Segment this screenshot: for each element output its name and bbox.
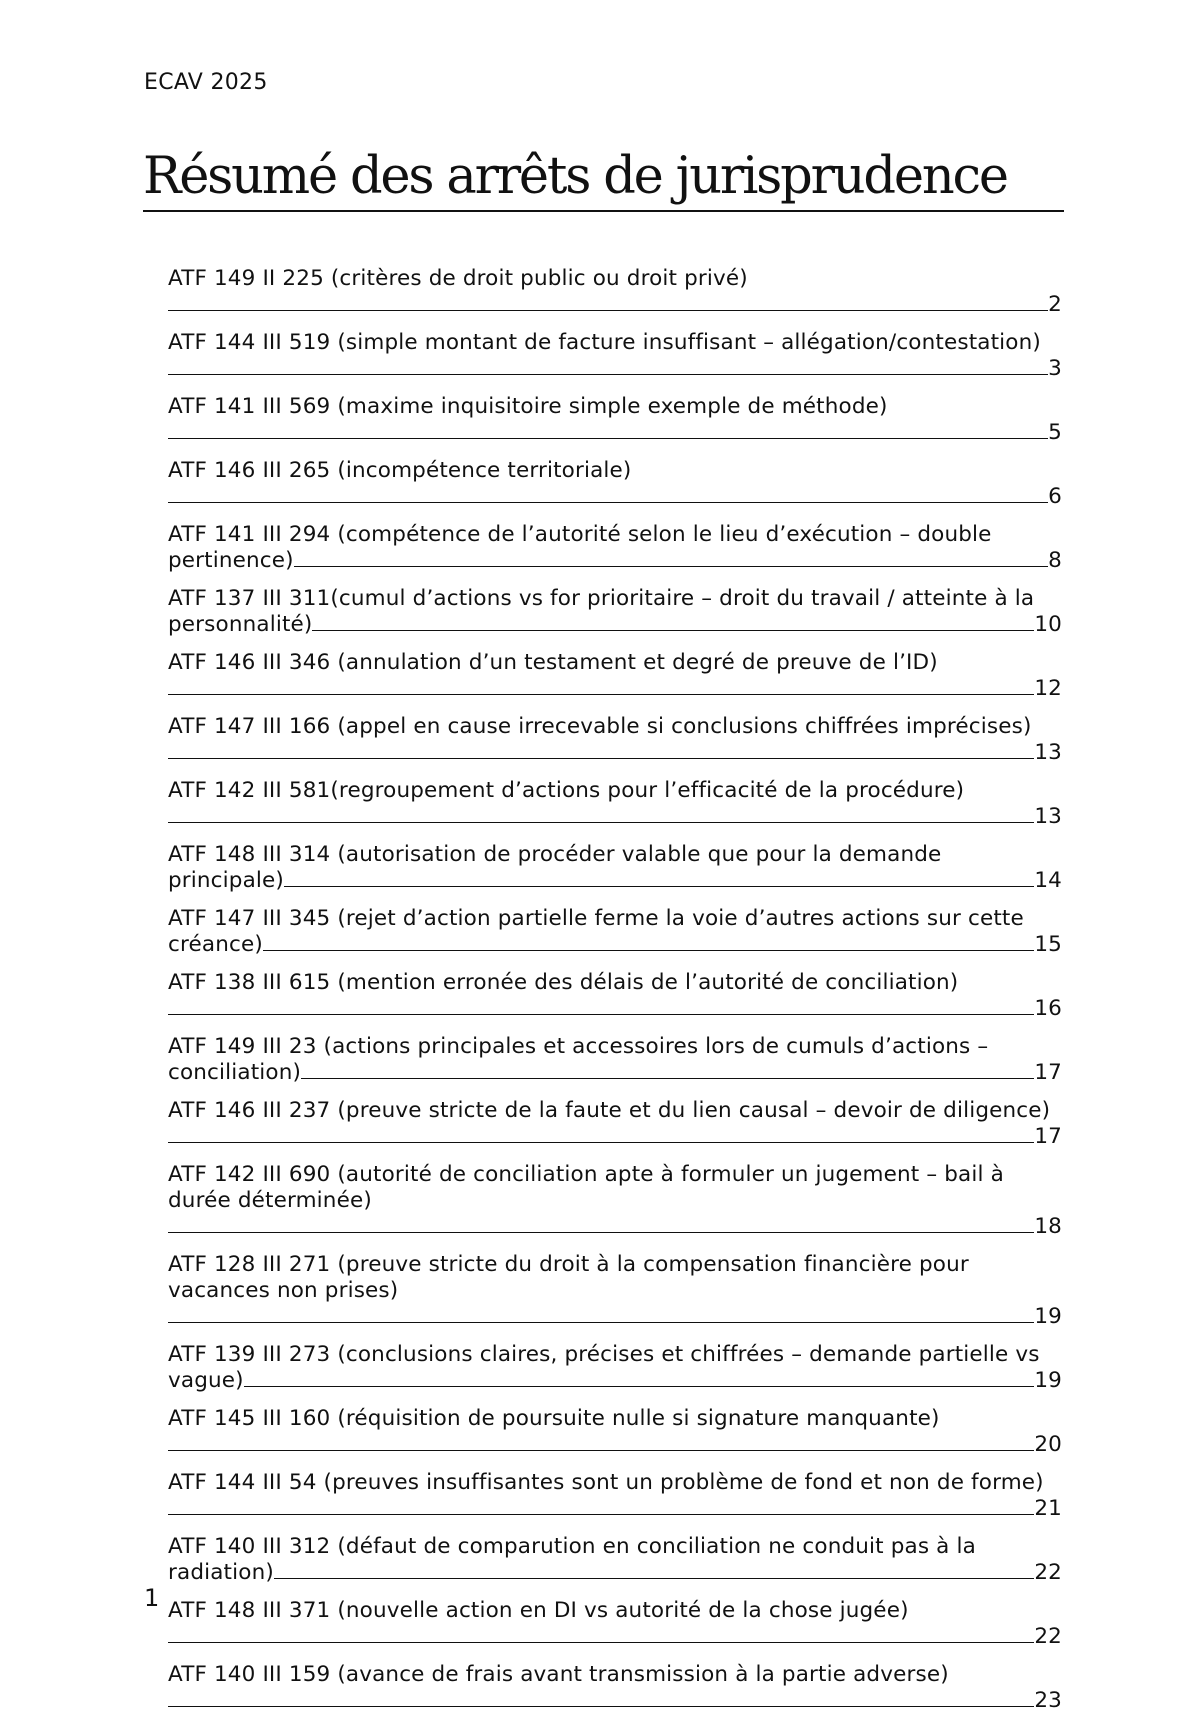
toc-entry-page: 19 (1034, 1304, 1062, 1329)
toc-leader (168, 374, 1048, 375)
toc-entry[interactable] (168, 1162, 1064, 1240)
toc-leader (312, 630, 1034, 631)
toc-entry-text: ATF 148 III 314 (autorisation de procéder valable que pour la demande principale) (168, 842, 942, 893)
toc-entry[interactable] (168, 1662, 1064, 1714)
toc-entry-text: ATF 128 III 271 (preuve stricte du droit à la compensation financière pour vacances non prises) (168, 1252, 969, 1303)
toc-leader (301, 1078, 1034, 1079)
toc-entry-page: 20 (1034, 1432, 1062, 1457)
toc-entry-text: ATF 147 III 345 (rejet d’action partielle ferme la voie d’autres actions sur cette créance) (168, 906, 1024, 957)
toc-entry-text: ATF 144 III 54 (preuves insuffisantes sont un problème de fond et non de forme) (168, 1470, 1044, 1495)
toc-entry[interactable] (168, 1342, 1064, 1394)
toc-leader (168, 822, 1034, 823)
toc-entry[interactable] (168, 1470, 1064, 1522)
toc-leader (168, 1514, 1034, 1515)
toc-entry-text: ATF 149 II 225 (critères de droit public ou droit privé) (168, 266, 748, 291)
toc-leader (168, 502, 1048, 503)
toc-entry[interactable] (168, 522, 1064, 574)
toc-leader (168, 1232, 1034, 1233)
toc-entry[interactable] (168, 266, 1064, 318)
toc-entry-page: 6 (1048, 484, 1062, 509)
toc-entry[interactable] (168, 906, 1064, 958)
toc-entry-text: ATF 139 III 273 (conclusions claires, précises et chiffrées – demande partielle vs vague) (168, 1342, 1040, 1393)
toc-entry[interactable] (168, 842, 1064, 894)
toc-entry-text: ATF 148 III 371 (nouvelle action en DI vs autorité de la chose jugée) (168, 1598, 909, 1623)
page-number: 1 (144, 1584, 160, 1612)
toc-entry[interactable] (168, 1534, 1064, 1586)
toc-entry[interactable] (168, 1252, 1064, 1330)
toc-entry-text: ATF 145 III 160 (réquisition de poursuite nulle si signature manquante) (168, 1406, 940, 1431)
toc-leader (244, 1386, 1035, 1387)
toc-entry[interactable] (168, 714, 1064, 766)
toc-leader (274, 1578, 1034, 1579)
toc-entry-text: ATF 146 III 265 (incompétence territoriale) (168, 458, 632, 483)
toc-entry[interactable] (168, 458, 1064, 510)
toc-leader (168, 694, 1034, 695)
toc-entry-text: ATF 142 III 581(regroupement d’actions pour l’efficacité de la procédure) (168, 778, 965, 803)
toc-leader (168, 1014, 1034, 1015)
toc-leader (168, 758, 1034, 759)
toc-entry-page: 5 (1048, 420, 1062, 445)
toc-entry-page: 13 (1034, 740, 1062, 765)
table-of-contents (168, 266, 1064, 1726)
toc-entry[interactable] (168, 1406, 1064, 1458)
toc-entry[interactable] (168, 1034, 1064, 1086)
toc-entry-page: 18 (1034, 1214, 1062, 1239)
toc-entry[interactable] (168, 778, 1064, 830)
toc-leader (294, 566, 1048, 567)
toc-entry-text: ATF 149 III 23 (actions principales et accessoires lors de cumuls d’actions – conciliation) (168, 1034, 989, 1085)
toc-entry-text: ATF 141 III 294 (compétence de l’autorité selon le lieu d’exécution – double pertinence) (168, 522, 992, 573)
toc-entry-page: 3 (1048, 356, 1062, 381)
toc-entry-page: 14 (1034, 868, 1062, 893)
toc-entry-page: 22 (1034, 1560, 1062, 1585)
toc-entry-text: ATF 146 III 237 (preuve stricte de la faute et du lien causal – devoir de diligence) (168, 1098, 1051, 1123)
toc-entry-text: ATF 146 III 346 (annulation d’un testament et degré de preuve de l’ID) (168, 650, 938, 675)
toc-leader (168, 1322, 1034, 1323)
toc-entry-text: ATF 140 III 312 (défaut de comparution en conciliation ne conduit pas à la radiation) (168, 1534, 976, 1585)
toc-entry[interactable] (168, 1598, 1064, 1650)
toc-entry-page: 12 (1034, 676, 1062, 701)
toc-entry-text: ATF 147 III 166 (appel en cause irrecevable si conclusions chiffrées imprécises) (168, 714, 1032, 739)
toc-entry[interactable] (168, 394, 1064, 446)
toc-entry-text: ATF 144 III 519 (simple montant de facture insuffisant – allégation/contestation) (168, 330, 1041, 355)
toc-entry-page: 17 (1034, 1124, 1062, 1149)
toc-entry-page: 19 (1034, 1368, 1062, 1393)
toc-entry[interactable] (168, 650, 1064, 702)
toc-entry-text: ATF 138 III 615 (mention erronée des délais de l’autorité de conciliation) (168, 970, 959, 995)
toc-entry[interactable] (168, 330, 1064, 382)
toc-leader (168, 1142, 1034, 1143)
toc-entry[interactable] (168, 586, 1064, 638)
toc-entry-text: ATF 142 III 690 (autorité de conciliation apte à formuler un jugement – bail à durée déterminée) (168, 1162, 1004, 1213)
toc-entry-text: ATF 141 III 569 (maxime inquisitoire simple exemple de méthode) (168, 394, 888, 419)
toc-entry-page: 13 (1034, 804, 1062, 829)
toc-leader (168, 310, 1048, 311)
toc-entry-page: 8 (1048, 548, 1062, 573)
toc-entry-page: 2 (1048, 292, 1062, 317)
toc-entry[interactable] (168, 970, 1064, 1022)
toc-entry-page: 23 (1034, 1688, 1062, 1713)
toc-entry[interactable] (168, 1098, 1064, 1150)
document-header: ECAV 2025 (144, 70, 268, 95)
toc-leader (168, 1706, 1034, 1707)
toc-entry-page: 10 (1034, 612, 1062, 637)
toc-entry-text: ATF 140 III 159 (avance de frais avant transmission à la partie adverse) (168, 1662, 949, 1687)
toc-leader (263, 950, 1034, 951)
toc-entry-page: 22 (1034, 1624, 1062, 1649)
page-title: Résumé des arrêts de jurisprudence (143, 146, 1064, 212)
toc-entry-page: 15 (1034, 932, 1062, 957)
toc-leader (168, 1450, 1034, 1451)
toc-leader (168, 1642, 1034, 1643)
toc-entry-page: 17 (1034, 1060, 1062, 1085)
toc-leader (168, 438, 1048, 439)
toc-entry-page: 21 (1034, 1496, 1062, 1521)
toc-entry-page: 16 (1034, 996, 1062, 1021)
toc-leader (284, 886, 1034, 887)
toc-entry-text: ATF 137 III 311(cumul d’actions vs for prioritaire – droit du travail / atteinte à la personnalité) (168, 586, 1035, 637)
